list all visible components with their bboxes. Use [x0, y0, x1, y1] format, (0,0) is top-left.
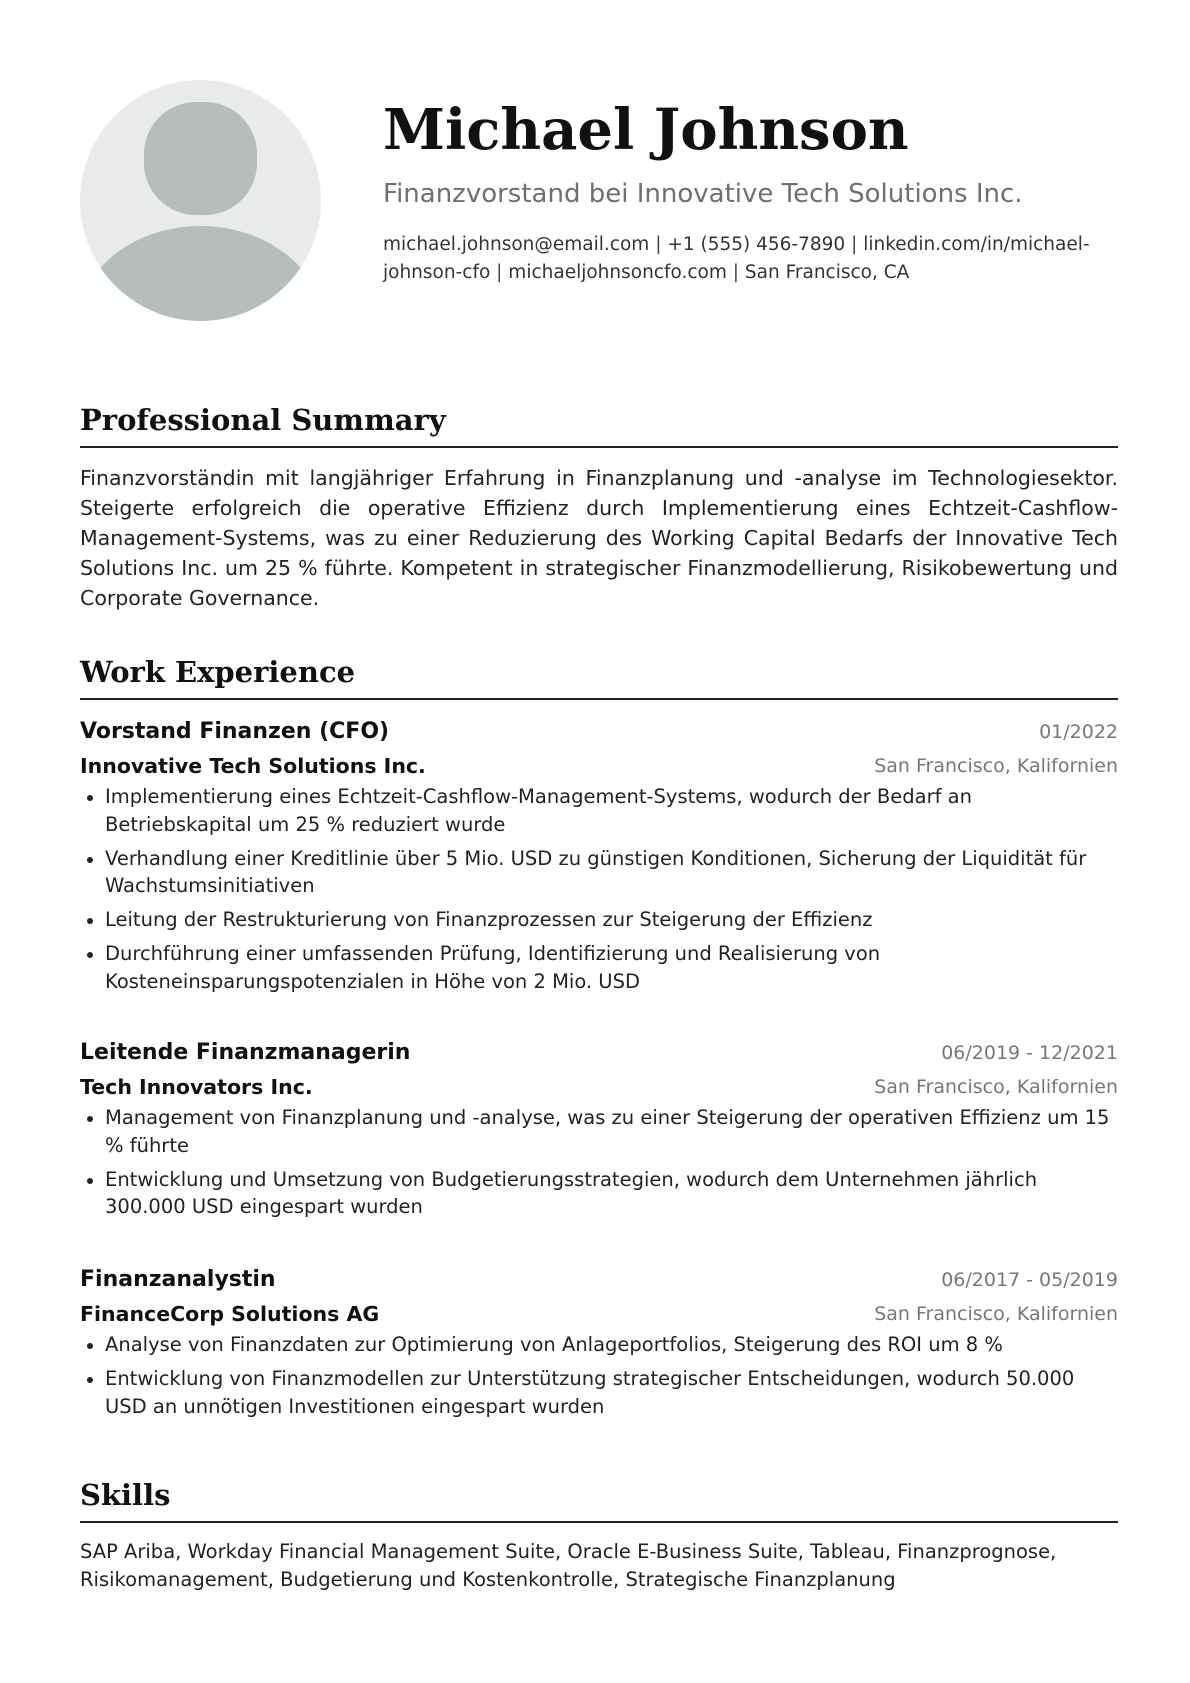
job-company: Innovative Tech Solutions Inc. — [80, 754, 426, 778]
section-title-skills: Skills — [80, 1475, 1118, 1523]
job-title: Vorstand Finanzen (CFO) — [80, 719, 390, 744]
job-location: San Francisco, Kalifornien — [874, 1076, 1118, 1098]
job-bullet: Entwicklung von Finanzmodellen zur Unterstützung strategischer Entscheidungen, wodurch 50.000 USD an unnötigen Investitionen eingespart wurden — [80, 1365, 1118, 1420]
job-bullets — [80, 783, 1118, 995]
user-silhouette-icon — [80, 80, 321, 321]
job-title: Leitende Finanzmanagerin — [80, 1040, 411, 1065]
phone-number[interactable]: +1 (555) 456-7890 — [667, 234, 846, 255]
job-entry — [80, 1263, 1118, 1427]
job-date: 01/2022 — [1039, 721, 1118, 743]
contact-separator: | — [655, 234, 662, 255]
job-bullet: Entwicklung und Umsetzung von Budgetierungsstrategien, wodurch dem Unternehmen jährlich 300.000 USD eingespart wurden — [80, 1166, 1118, 1221]
job-subheader — [80, 1297, 1118, 1331]
location: San Francisco, CA — [744, 261, 910, 283]
candidate-headline: Finanzvorstand bei Innovative Tech Solutions Inc. — [383, 179, 1023, 209]
contact-separator: | — [496, 261, 503, 283]
job-bullets — [80, 1104, 1118, 1221]
job-bullet: Implementierung eines Echtzeit-Cashflow-Management-Systems, wodurch der Bedarf an Betriebskapital um 25 % reduziert wurde — [80, 783, 1118, 838]
candidate-name: Michael Johnson — [383, 97, 909, 163]
contact-separator: | — [732, 261, 739, 283]
job-entry — [80, 1036, 1118, 1227]
job-entry — [80, 715, 1118, 1002]
job-bullet: Analyse von Finanzdaten zur Optimierung von Anlageportfolios, Steigerung des ROI um 8 % — [80, 1331, 1118, 1359]
job-bullet: Verhandlung einer Kreditlinie über 5 Mio. USD zu günstigen Konditionen, Sicherung der Liquidität für Wachstumsinitiativen — [80, 845, 1118, 900]
job-bullet: Management von Finanzplanung und -analyse, was zu einer Steigerung der operativen Effizienz um 15 % führte — [80, 1104, 1118, 1159]
job-subheader — [80, 1070, 1118, 1104]
email-link[interactable]: michael.johnson@email.com — [383, 234, 650, 255]
job-location: San Francisco, Kalifornien — [874, 1303, 1118, 1325]
job-bullet: Leitung der Restrukturierung von Finanzprozessen zur Steigerung der Effizienz — [80, 906, 1118, 934]
job-header — [80, 1036, 1118, 1070]
section-title-experience: Work Experience — [80, 652, 1118, 700]
job-subheader — [80, 749, 1118, 783]
job-header — [80, 715, 1118, 749]
job-bullet: Durchführung einer umfassenden Prüfung, Identifizierung und Realisierung von Kosteneinsparungspotenzialen in Höhe von 2 Mio. USD — [80, 940, 1118, 995]
summary-text: Finanzvorständin mit langjähriger Erfahrung in Finanzplanung und -analyse im Technologiesektor. Steigerte erfolgreich die operative Effizienz durch Implementierung eines Echtzeit-Cashflow-Management-Systems, was zu einer Reduzierung des Working Capital Bedarfs der Innovative Tech Solutions Inc. um 25 % führte. Kompetent in strategischer Finanzmodellierung, Risikobewertung und Corporate Governance. — [80, 466, 1118, 610]
job-bullets — [80, 1331, 1118, 1420]
job-company: Tech Innovators Inc. — [80, 1075, 313, 1099]
job-date: 06/2019 - 12/2021 — [941, 1042, 1118, 1064]
job-company: FinanceCorp Solutions AG — [80, 1302, 380, 1326]
job-header — [80, 1263, 1118, 1297]
job-location: San Francisco, Kalifornien — [874, 755, 1118, 777]
linkedin-link[interactable]: linkedin.com/in/michael-johnson-cfo — [383, 234, 1090, 283]
job-date: 06/2017 - 05/2019 — [941, 1269, 1118, 1291]
website-link[interactable]: michaeljohnsoncfo.com — [508, 261, 727, 283]
job-title: Finanzanalystin — [80, 1267, 276, 1292]
skills-text: SAP Ariba, Workday Financial Management Suite, Oracle E-Business Suite, Tableau, Finanzprognose, Risikomanagement, Budgetierung und Kostenkontrolle, Strategische Finanzplanung — [80, 1540, 1057, 1591]
contact-separator: | — [851, 234, 858, 255]
section-title-summary: Professional Summary — [80, 400, 1118, 448]
avatar — [80, 80, 321, 321]
contact-info — [383, 231, 1123, 286]
